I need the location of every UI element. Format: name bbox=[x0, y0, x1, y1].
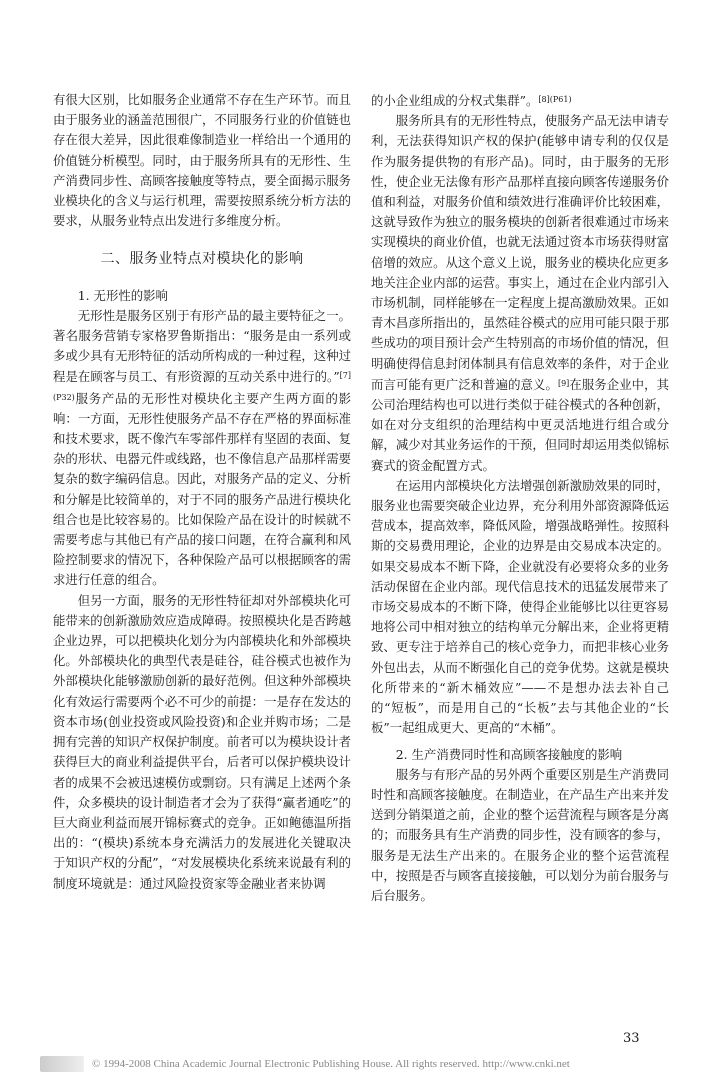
paragraph-text: 在服务企业中，其公司治理结构也可以进行类似于硅谷模式的各种创新，如在对分支组织的治理结构中更灵活地进行组合或分解，减少对其业务运作的干预，但同时却运用类似锦标赛式的资金配置方式。 bbox=[371, 376, 670, 473]
paragraph-text: 无形性是服务区别于有形产品的最主要特征之一。著名服务营销专家格罗鲁斯指出：“服务是由一系列或多或少具有无形特征的活动所构成的一种过程，这种过程是在顾客与员工、有形资源的互动关系中进行的。” bbox=[53, 307, 351, 385]
sub-heading: 1. 无形性的影响 bbox=[77, 287, 168, 303]
paragraph-text: 的小企业组成的分权式集群”。 bbox=[371, 93, 539, 108]
paragraph-text: 服务产品的无形性对模块化主要产生两方面的影响：一方面，无形性使服务产品不存在严格的界面标准和技术要求，既不像汽车零部件那样有坚固的表面、复杂的形状、电器元件或线路，也不像信息产品那样需要复杂的数字编码信息。因此，对服务产品的定义、分析和分解是比较简单的，对于不同的服务产品进行模块化组合也是比较容易的。比如保险产品在设计的时候就不需要考虑与其他已有产品的接口问题，在符合赢利和风险控制要求的情况下，各种保险产品可以根据顾客的需求进行任意的组合。 bbox=[53, 390, 351, 588]
citation: [7](P32) bbox=[53, 371, 351, 402]
paragraph: 在运用内部模块化方法增强创新激励效果的同时，服务业也需要突破企业边界，充分利用外部资源降低运营成本，提高效率，降低风险，增强战略弹性。按照科斯的交易费用理论，企业的边界是由交易成本决定的。如果交易成本不断下降，企业就没有必要将众多的业务活动保留在企业内部。现代信息技术的迅猛发展带来了市场交易成本的不断下降，使得企业能够比以往更容易地将公司中相对独立的结构单元分解出来，企业将更精致、更专注于培养自己的核心竞争力，而把非核心业务外包出去，从而不断强化自己的竞争优势。这就是模块化所带来的“新木桶效应”——不是想办法去补自己的“短板”，而是用自己的“长板”去与其他企业的“长板”一起组成更大、更高的“木桶”。 bbox=[371, 477, 669, 736]
cnki-logo-icon bbox=[40, 1056, 84, 1072]
paragraph bbox=[371, 90, 669, 111]
citation: [9] bbox=[557, 378, 570, 388]
paragraph: 服务与有形产品的另外两个重要区别是生产消费同时性和高顾客接触度。在制造业，在产品生产出来并发送到分销渠道之前，企业的整个运营流程与顾客是分离的；而服务具有生产消费的同步性，没有顾客的参与，服务是无法生产出来的。在服务企业的整个运营流程中，按照是否与顾客直接接触，可以划分为前台服务与后台服务。 bbox=[371, 766, 669, 903]
section-heading: 二、服务业特点对模块化的影响 bbox=[100, 251, 304, 268]
right-column bbox=[371, 90, 669, 906]
paragraph: 但另一方面，服务的无形性特征却对外部模块化可能带来的创新激励效应造成障碍。按照模块化是否跨越企业边界，可以把模块化划分为内部模块化和外部模块化。外部模块化的典型代表是硅谷，硅谷模式也被作为外部模块化能够激励创新的最好范例。但这种外部模块化有效运行需要两个必不可少的前提：一是存在发达的资本市场(创业投资或风险投资)和企业并购市场；二是拥有完善的知识产权保护制度。前者可以为模块设计者获得巨大的商业利益提供平台，后者可以保护模块设计者的成果不会被迅速模仿或剽窃。只有满足上述两个条件，众多模块的设计制造者才会为了获得“赢者通吃”的巨大商业利益而展开锦标赛式的竞争。正如鲍德温所指出的：“(模块)系统本身充满活力的发展进化关键取决于知识产权的分配”，“对发展模块化系统来说最有利的制度环境就是：通过风险投资家等金融业者来协调 bbox=[53, 592, 351, 891]
citation: [8](P61) bbox=[538, 95, 572, 104]
paragraph bbox=[53, 306, 351, 591]
footer bbox=[0, 1050, 722, 1079]
paragraph bbox=[371, 111, 669, 476]
sub-heading: 2. 生产消费同时性和高顾客接触度的影响 bbox=[395, 746, 623, 762]
paragraph-text: 服务所具有的无形性特点，使服务产品无法申请专利，无法获得知识产权的保护(能够申请专利的仅仅是作为服务提供物的有形产品)。同时，由于服务的无形性，使企业无法像有形产品那样直接向顾客传递服务价值和利益，对服务价值和绩效进行准确评价比较困难，这就导致作为独立的服务模块的创新者很难通过市场来实现模块的商业价值，也就无法通过资本市场获得财富倍增的效应。从这个意义上说，服务业的模块化应更多地关注企业内部的运营。事实上，通过在企业内部引入市场机制，同样能够在一定程度上提高激励效果。正如青木昌彦所指出的，虽然硅谷模式的应用可能只限于那些成功的项目预计会产生特别高的市场价值的情况，但明确使得信息封闭体制具有信息效率的条件，对于企业而言可能有更广泛和普遍的意义。 bbox=[371, 113, 669, 392]
left-column bbox=[53, 90, 351, 894]
copyright-notice: © 1994-2008 China Academic Journal Electronic Publishing House. All rights reserved. http://www.cnki.net bbox=[92, 1058, 570, 1070]
paragraph: 有很大区别，比如服务企业通常不存在生产环节。而且由于服务业的涵盖范围很广，不同服务行业的价值链也存在很大差异，因此很难像制造业一样给出一个通用的价值链分析模型。同时，由于服务所具有的无形性、生产消费同步性、高顾客接触度等特点，要全面揭示服务业模块化的含义与运行机理，需要按照系统分析方法的要求，从服务业特点出发进行多维度分析。 bbox=[53, 92, 351, 229]
page-number: 33 bbox=[623, 1031, 640, 1046]
